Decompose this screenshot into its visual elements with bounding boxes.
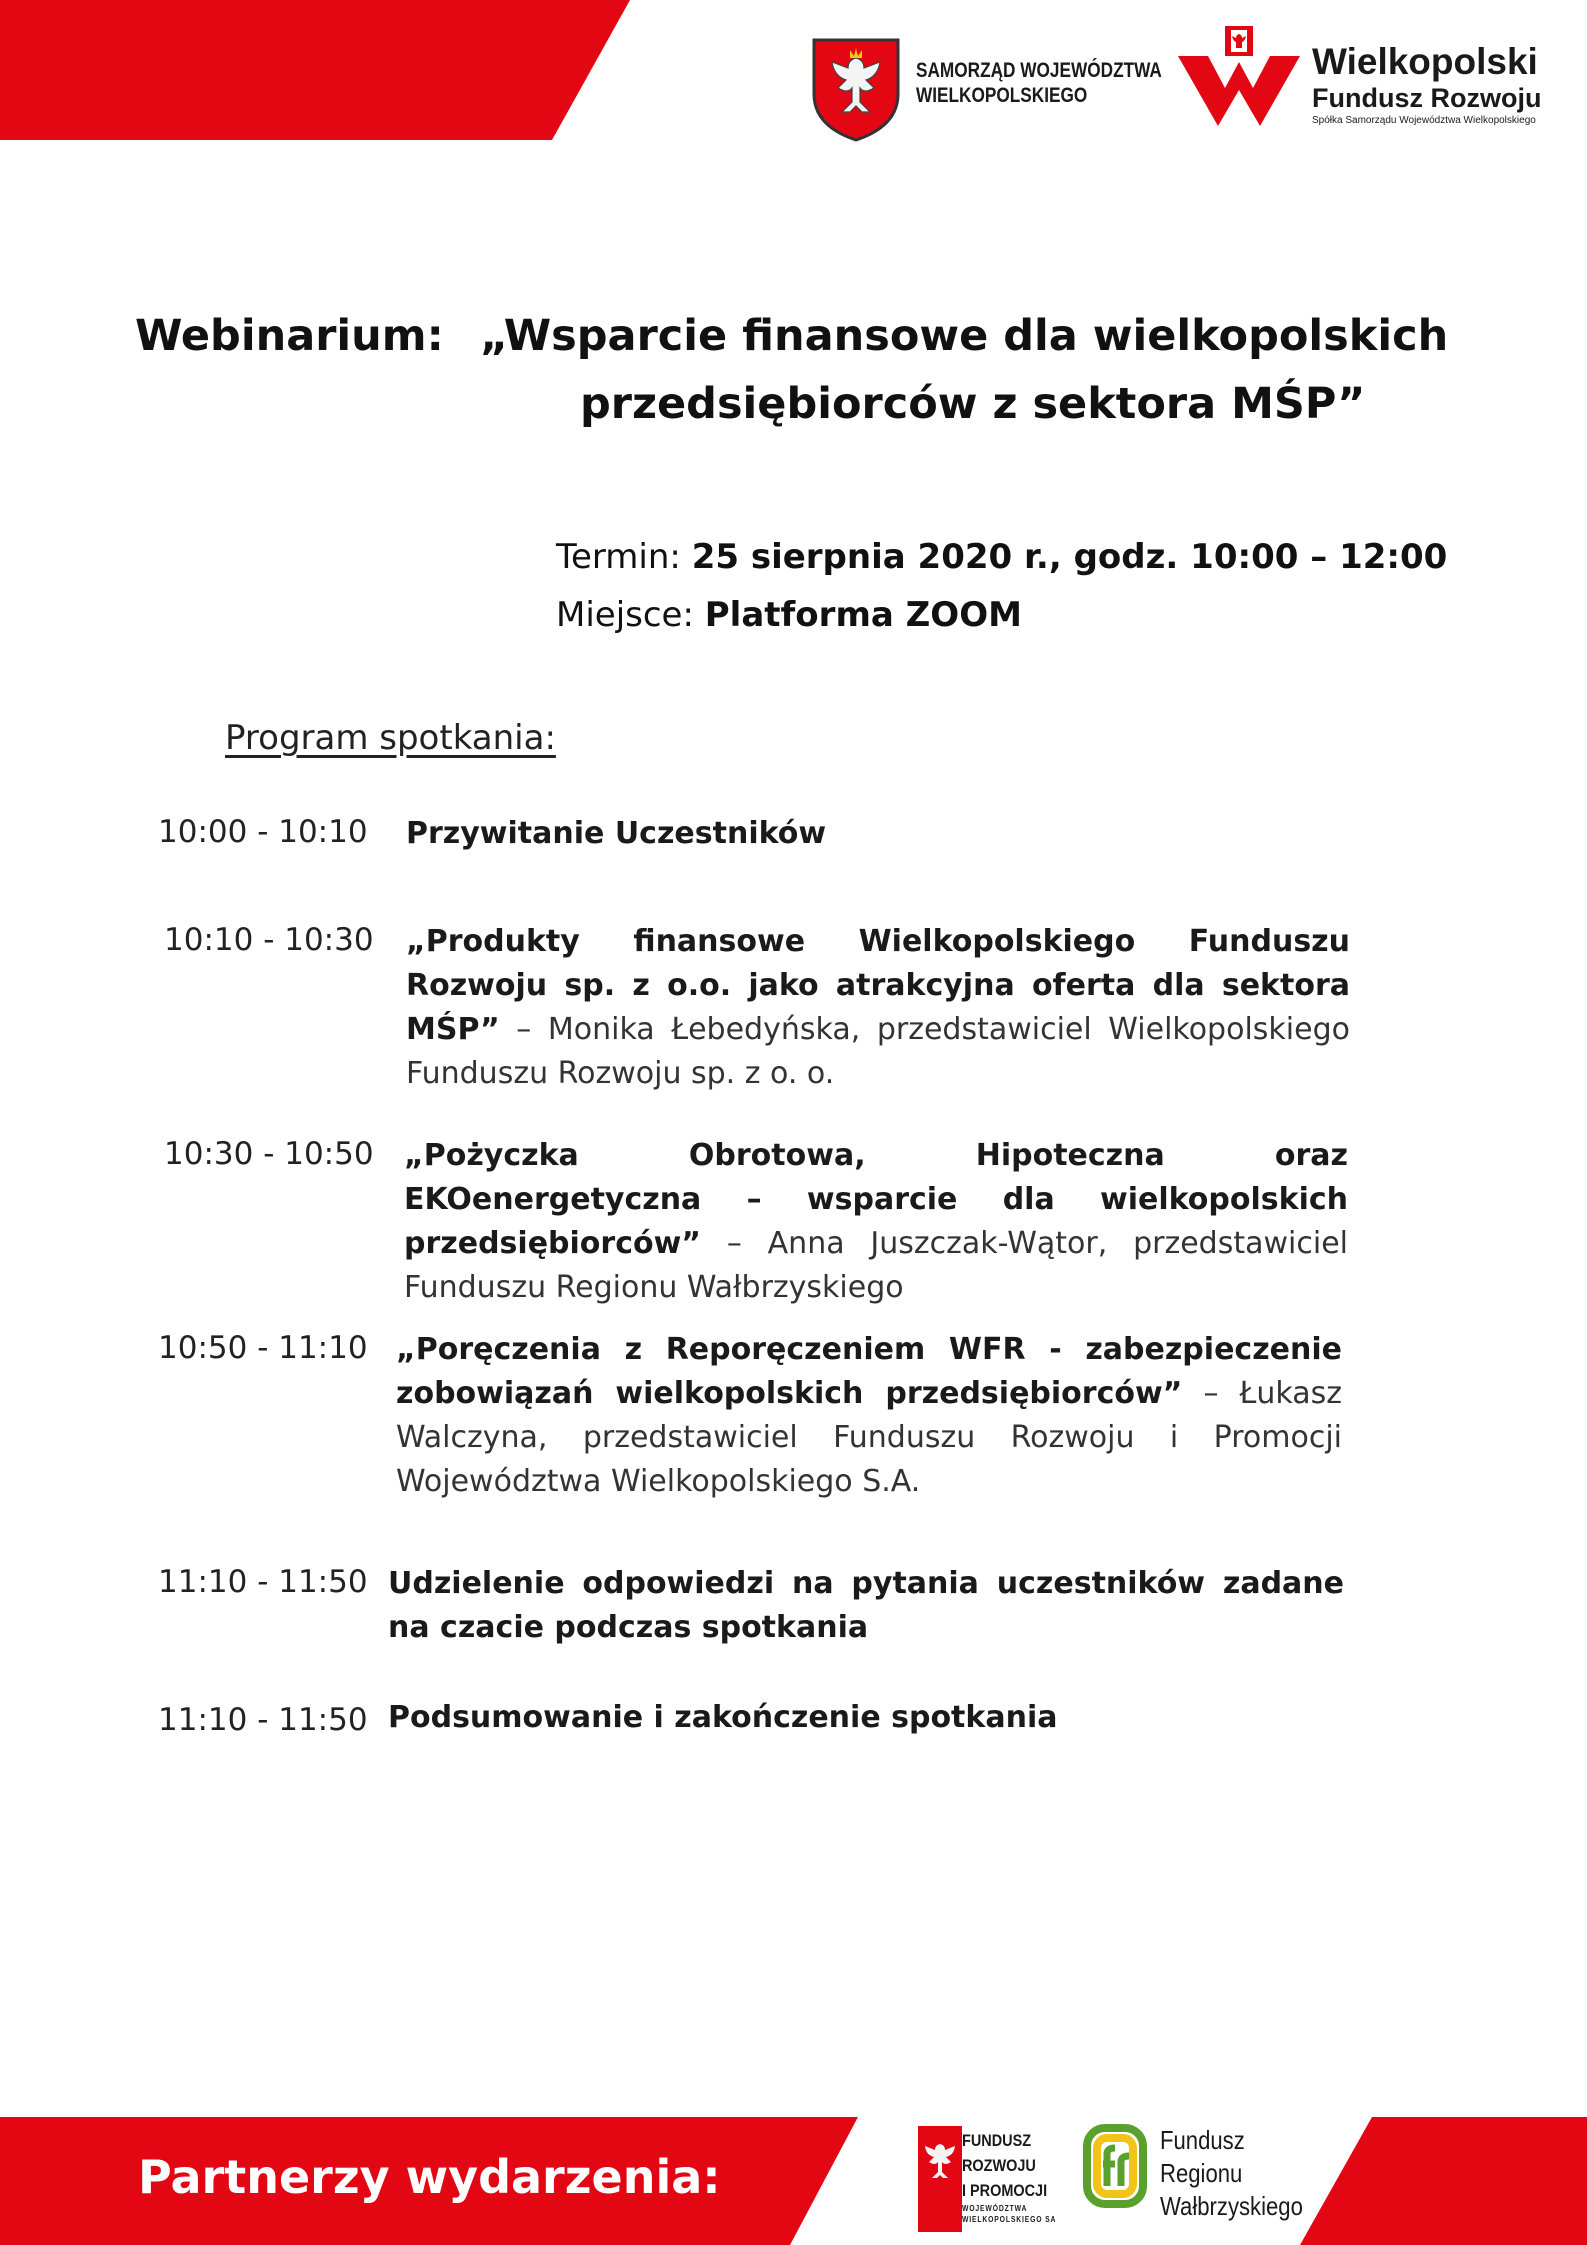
agenda-title: „Produkty finansowe Wielkopolskiego Funduszu Rozwoju sp. z o.o. jako atrakcyjna oferta dla sektora MŚP”	[406, 924, 1350, 1047]
agenda-speaker: – Monika Łebedyńska, przedstawiciel Wielkopolskiego Funduszu Rozwoju sp. z o. o.	[406, 1012, 1350, 1091]
agenda-title: Przywitanie Uczestników	[406, 816, 827, 851]
agenda-time: 10:30 - 10:50	[164, 1136, 374, 1172]
agenda-item	[406, 812, 1350, 856]
agenda-time: 10:00 - 10:10	[158, 814, 368, 850]
frw-line3: Wałbrzyskiego	[1160, 2191, 1303, 2221]
program-heading: Program spotkania:	[225, 718, 556, 758]
title-prefix: Webinarium:	[135, 311, 444, 361]
wfr-logo-text	[1312, 42, 1541, 128]
agenda-time: 11:10 - 11:50	[158, 1564, 368, 1600]
date-value: 25 sierpnia 2020 r., godz. 10:00 – 12:00	[691, 537, 1448, 577]
wfr-logo	[1178, 26, 1300, 132]
samorzad-logo	[810, 36, 902, 146]
agenda-title: Podsumowanie i zakończenie spotkania	[388, 1700, 1058, 1735]
place-value: Platforma ZOOM	[704, 595, 1022, 635]
agenda-speaker: – Anna Juszczak-Wątor, przedstawiciel Funduszu Regionu Wałbrzyskiego	[404, 1226, 1348, 1305]
agenda-item	[396, 1328, 1342, 1504]
wfr-line2: Fundusz Rozwoju	[1312, 83, 1542, 113]
agenda-item	[388, 1562, 1344, 1650]
frp-logo-text	[962, 2128, 1056, 2225]
partners-label: Partnerzy wydarzenia:	[138, 2150, 721, 2204]
agenda-item	[404, 1134, 1348, 1310]
title-line2: przedsiębiorców z sektora MŚP”	[580, 379, 1366, 429]
frp-line3: I PROMOCJI	[962, 2181, 1048, 2200]
agenda-title: „Poręczenia z Reporęczeniem WFR - zabezpieczenie zobowiązań wielkopolskich przedsiębiorców”	[396, 1332, 1342, 1411]
frw-logo-text	[1160, 2124, 1303, 2223]
date-row	[556, 528, 1447, 586]
header-red-band	[0, 0, 630, 140]
frp-line2: ROZWOJU	[962, 2156, 1036, 2175]
agenda-time: 11:10 - 11:50	[158, 1702, 368, 1738]
frw-fr-icon	[1083, 2124, 1147, 2208]
agenda-item	[406, 920, 1350, 1096]
agenda-title: Udzielenie odpowiedzi na pytania uczestników zadane na czacie podczas spotkania	[388, 1566, 1344, 1645]
frw-line2: Regionu	[1160, 2158, 1243, 2188]
frp-line5: WIELKOPOLSKIEGO SA	[962, 2215, 1057, 2224]
place-label: Miejsce:	[556, 595, 694, 635]
eagle-shield-icon	[810, 36, 902, 142]
wfr-line1: Wielkopolski	[1312, 41, 1538, 82]
wfr-w-icon	[1178, 26, 1300, 128]
title-line1: „Wsparcie finansowe dla wielkopolskich	[480, 311, 1449, 361]
date-label: Termin:	[556, 537, 681, 577]
samorzad-logo-text	[916, 58, 1162, 108]
agenda-title: „Pożyczka Obrotowa, Hipoteczna oraz EKOenergetyczna – wsparcie dla wielkopolskich przedsiębiorców”	[404, 1138, 1348, 1261]
agenda-time: 10:50 - 11:10	[158, 1330, 368, 1366]
samorzad-line1: SAMORZĄD WOJEWÓDZTWA	[916, 59, 1162, 82]
frp-logo	[918, 2126, 962, 2236]
frw-line1: Fundusz	[1160, 2125, 1245, 2155]
eagle-icon	[918, 2126, 962, 2232]
agenda-item	[388, 1696, 1344, 1740]
samorzad-line2: WIELKOPOLSKIEGO	[916, 84, 1088, 107]
wfr-tagline: Spółka Samorządu Województwa Wielkopolskiego	[1312, 115, 1536, 126]
frw-logo	[1083, 2124, 1147, 2212]
agenda-time: 10:10 - 10:30	[164, 922, 374, 958]
agenda-speaker: – Łukasz Walczyna, przedstawiciel Funduszu Rozwoju i Promocji Województwa Wielkopolskiego S.A.	[396, 1376, 1342, 1499]
frp-line1: FUNDUSZ	[962, 2131, 1032, 2150]
frp-line4: WOJEWÓDZTWA	[962, 2204, 1028, 2213]
place-row	[556, 586, 1022, 644]
